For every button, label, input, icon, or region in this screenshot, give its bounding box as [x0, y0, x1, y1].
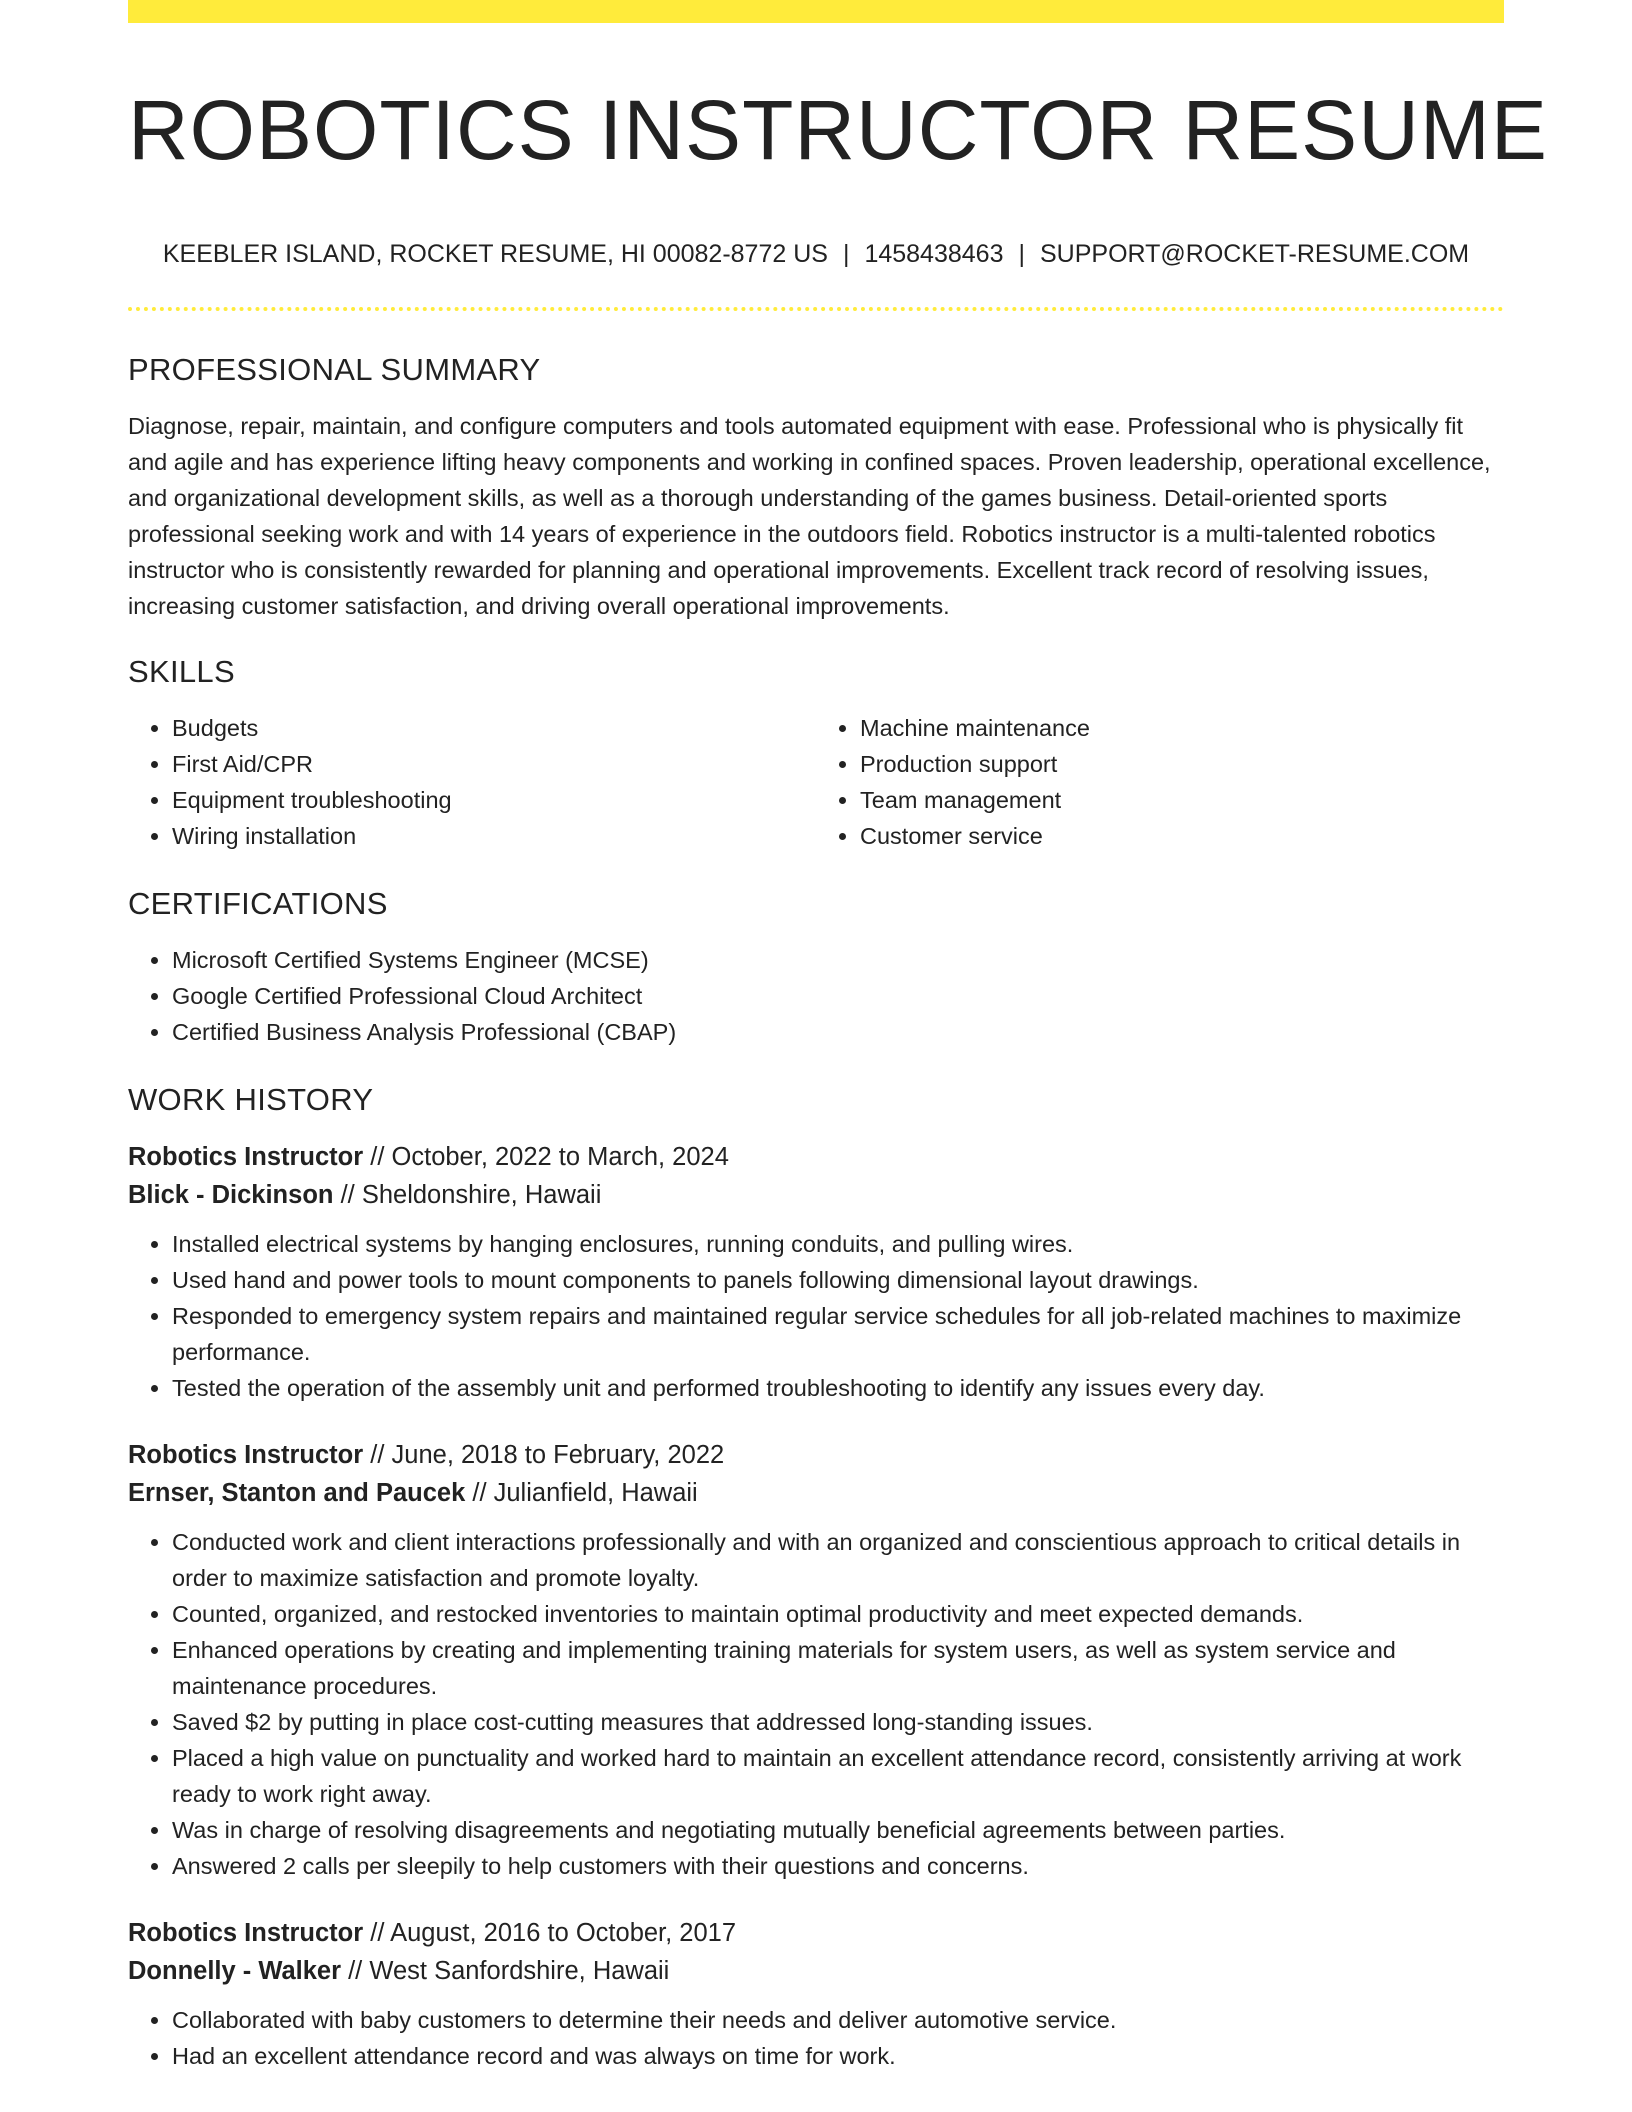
skills-right-list: [816, 710, 1504, 854]
job-bullets: [128, 1524, 1504, 1884]
job-bullet: • Had an excellent attendance record and was always on time for work.: [172, 2038, 1504, 2074]
skill-item: • Wiring installation: [172, 818, 816, 854]
job-location: // Sheldonshire, Hawaii: [333, 1181, 602, 1209]
job-title-line: [128, 1436, 1504, 1474]
skill-item: • Production support: [860, 746, 1504, 782]
contact-separator: |: [1018, 240, 1025, 268]
job-bullet: • Answered 2 calls per sleepily to help customers with their questions and concerns.: [172, 1848, 1504, 1884]
job-bullet: • Was in charge of resolving disagreements and negotiating mutually beneficial agreements between parties.: [172, 1812, 1504, 1848]
contact-phone: 1458438463: [864, 240, 1004, 268]
summary-section: [128, 350, 1504, 624]
job-entry: [128, 1138, 1504, 1406]
skill-item: • Budgets: [172, 710, 816, 746]
contact-address: KEEBLER ISLAND, ROCKET RESUME, HI 00082-8772 US: [162, 240, 828, 268]
dotted-divider: [128, 307, 1504, 311]
job-bullet: • Enhanced operations by creating and implementing training materials for system users, as well as system service and maintenance procedures.: [172, 1632, 1504, 1704]
job-title: Robotics Instructor: [128, 1143, 364, 1171]
job-dates: // August, 2016 to October, 2017: [363, 1919, 737, 1947]
skills-heading: SKILLS: [128, 654, 235, 689]
job-dates: // June, 2018 to February, 2022: [363, 1441, 725, 1469]
job-bullet: • Used hand and power tools to mount components to panels following dimensional layout drawings.: [172, 1262, 1504, 1298]
job-bullets: [128, 2002, 1504, 2074]
certification-item: • Google Certified Professional Cloud Architect: [172, 978, 1504, 1014]
top-accent-bar: [128, 0, 1504, 23]
job-entry: [128, 1436, 1504, 1884]
job-bullet: • Saved $2 by putting in place cost-cutting measures that addressed long-standing issues.: [172, 1704, 1504, 1740]
skill-item: • Team management: [860, 782, 1504, 818]
job-bullet: • Counted, organized, and restocked inventories to maintain optimal productivity and meet expected demands.: [172, 1596, 1504, 1632]
job-bullet: • Placed a high value on punctuality and worked hard to maintain an excellent attendance record, consistently arriving at work ready to work right away.: [172, 1740, 1504, 1812]
job-bullets: [128, 1226, 1504, 1406]
job-bullet: • Collaborated with baby customers to determine their needs and deliver automotive service.: [172, 2002, 1504, 2038]
job-company-line: [128, 1176, 1504, 1214]
job-title: Robotics Instructor: [128, 1919, 364, 1947]
skills-columns: [128, 710, 1504, 854]
certifications-heading: CERTIFICATIONS: [128, 886, 388, 921]
job-bullet: • Conducted work and client interactions professionally and with an organized and conscientious approach to critical details in order to maximize satisfaction and promote loyalty.: [172, 1524, 1504, 1596]
job-bullet: • Responded to emergency system repairs and maintained regular service schedules for all job-related machines to maximize performance.: [172, 1298, 1504, 1370]
job-bullet: • Tested the operation of the assembly unit and performed troubleshooting to identify any issues every day.: [172, 1370, 1504, 1406]
certification-item: • Certified Business Analysis Professional (CBAP): [172, 1014, 1504, 1050]
job-title: Robotics Instructor: [128, 1441, 364, 1469]
skills-left-list: [128, 710, 816, 854]
contact-line: [128, 236, 1504, 272]
certifications-section: [128, 884, 1504, 1050]
job-title-line: [128, 1914, 1504, 1952]
skill-item: • Equipment troubleshooting: [172, 782, 816, 818]
skill-item: • First Aid/CPR: [172, 746, 816, 782]
job-company: Donnelly - Walker: [128, 1957, 342, 1985]
job-dates: // October, 2022 to March, 2024: [363, 1143, 729, 1171]
contact-email: SUPPORT@ROCKET-RESUME.COM: [1039, 240, 1470, 268]
job-title-line: [128, 1138, 1504, 1176]
skill-item: • Machine maintenance: [860, 710, 1504, 746]
job-location: // West Sanfordshire, Hawaii: [341, 1957, 670, 1985]
job-company-line: [128, 1952, 1504, 1990]
contact-separator: |: [842, 240, 850, 268]
job-company: Ernser, Stanton and Paucek: [128, 1479, 466, 1507]
certifications-list: [128, 942, 1504, 1050]
resume-title: ROBOTICS INSTRUCTOR RESUME: [128, 83, 1548, 177]
job-company: Blick - Dickinson: [128, 1181, 334, 1209]
work-history-section: [128, 1080, 1504, 2074]
summary-text: Diagnose, repair, maintain, and configure computers and tools automated equipment with ease. Professional who is physically fit and agile and has experience lifting heavy components and working in confined spaces. Proven leadership, operational excellence, and organizational development skills, as well as a thorough understanding of the games business. Detail-oriented sports professional seeking work and with 14 years of experience in the outdoors field. Robotics instructor is a multi-talented robotics instructor who is consistently rewarded for planning and operational improvements. Excellent track record of resolving issues, increasing customer satisfaction, and driving overall operational improvements.: [128, 413, 1491, 619]
resume-content: [128, 350, 1504, 2104]
job-entry: [128, 1914, 1504, 2074]
job-company-line: [128, 1474, 1504, 1512]
skill-item: • Customer service: [860, 818, 1504, 854]
job-location: // Julianfield, Hawaii: [465, 1479, 698, 1507]
work-history-heading: WORK HISTORY: [128, 1082, 374, 1117]
certification-item: • Microsoft Certified Systems Engineer (MCSE): [172, 942, 1504, 978]
summary-heading: PROFESSIONAL SUMMARY: [128, 352, 541, 387]
job-bullet: • Installed electrical systems by hanging enclosures, running conduits, and pulling wires.: [172, 1226, 1504, 1262]
skills-section: [128, 652, 1504, 854]
